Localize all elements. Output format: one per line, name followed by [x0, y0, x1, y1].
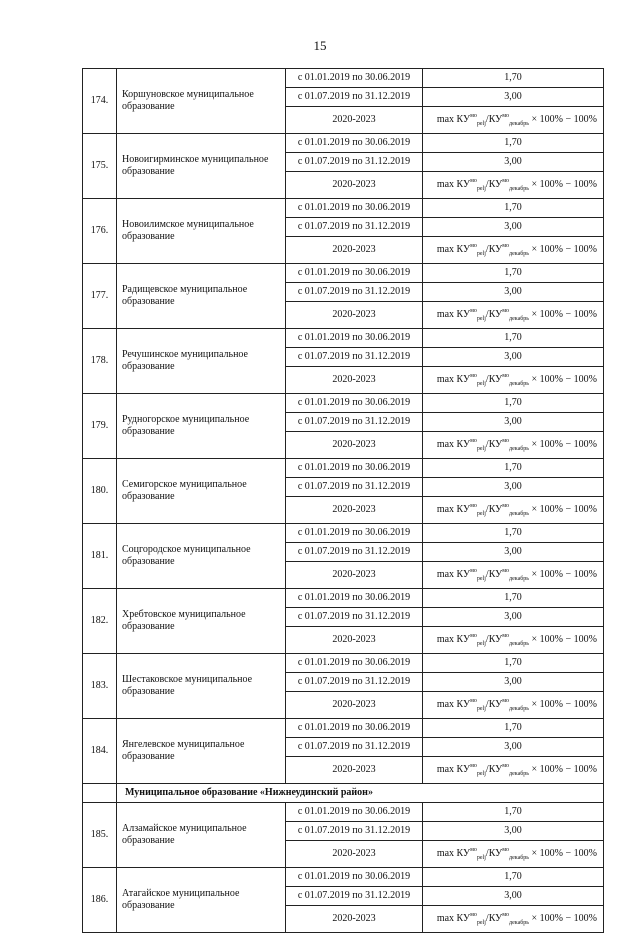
formula-prefix: max КУ [436, 699, 471, 710]
value-second-half: 3,00 [423, 478, 604, 497]
municipality-name: Хребтовское муниципальное образование [117, 589, 286, 654]
period-first-half: с 01.01.2019 по 30.06.2019 [286, 524, 423, 543]
formula-sup-2: мо [502, 373, 510, 379]
formula-sub-1: реlj [476, 121, 486, 127]
period-multi-year: 2020-2023 [286, 237, 423, 264]
formula-prefix: max КУ [436, 504, 471, 515]
value-second-half: 3,00 [423, 887, 604, 906]
table-row [83, 803, 604, 822]
formula-slash: /КУ [485, 439, 503, 450]
municipality-name: Новоилимское муниципальное образование [117, 199, 286, 264]
value-second-half: 3,00 [423, 738, 604, 757]
period-second-half: с 01.07.2019 по 31.12.2019 [286, 348, 423, 367]
formula-cell [423, 757, 604, 784]
formula-suffix: × 100% − 100% [529, 764, 597, 775]
value-second-half: 3,00 [423, 218, 604, 237]
formula-sup-1: мо [470, 243, 477, 249]
formula-sup-1: мо [470, 373, 477, 379]
formula-slash: /КУ [485, 848, 503, 859]
formula-cell [423, 692, 604, 719]
value-first-half: 1,70 [423, 803, 604, 822]
formula-slash: /КУ [485, 179, 503, 190]
value-second-half: 3,00 [423, 822, 604, 841]
formula-sup-2: мо [502, 113, 510, 119]
formula-sup-1: мо [470, 438, 477, 444]
formula-sup-1: мо [470, 912, 477, 918]
formula-sub-2: декабрь [509, 920, 530, 926]
row-number: 177. [83, 264, 117, 329]
formula-suffix: × 100% − 100% [529, 699, 597, 710]
formula-prefix: max КУ [436, 244, 471, 255]
formula-sub-2: декабрь [509, 186, 530, 192]
formula-sup-1: мо [470, 113, 477, 119]
value-first-half: 1,70 [423, 459, 604, 478]
formula-sub-2: декабрь [509, 446, 530, 452]
period-multi-year: 2020-2023 [286, 107, 423, 134]
period-second-half: с 01.07.2019 по 31.12.2019 [286, 478, 423, 497]
period-second-half: с 01.07.2019 по 31.12.2019 [286, 283, 423, 302]
formula-sup-2: мо [502, 308, 510, 314]
formula-suffix: × 100% − 100% [529, 569, 597, 580]
formula-suffix: × 100% − 100% [529, 374, 597, 385]
formula-sub-2: декабрь [509, 641, 530, 647]
formula-slash: /КУ [485, 244, 503, 255]
period-multi-year: 2020-2023 [286, 562, 423, 589]
formula-cell [423, 906, 604, 933]
formula-cell [423, 107, 604, 134]
row-number: 179. [83, 394, 117, 459]
formula-prefix: max КУ [436, 913, 471, 924]
municipality-name: Алзамайское муниципальное образование [117, 803, 286, 868]
formula-sub-2: декабрь [509, 771, 530, 777]
formula-prefix: max КУ [436, 569, 471, 580]
period-multi-year: 2020-2023 [286, 367, 423, 394]
formula-slash: /КУ [485, 913, 503, 924]
formula-suffix: × 100% − 100% [529, 913, 597, 924]
formula-cell [423, 237, 604, 264]
row-number: 180. [83, 459, 117, 524]
formula-sup-1: мо [470, 847, 477, 853]
formula-sub-2: декабрь [509, 576, 530, 582]
formula-sub-2: декабрь [509, 251, 530, 257]
formula-cell [423, 627, 604, 654]
formula-suffix: × 100% − 100% [529, 179, 597, 190]
section-num-cell [83, 784, 117, 803]
municipality-name: Семигорское муниципальное образование [117, 459, 286, 524]
formula-sup-1: мо [470, 308, 477, 314]
value-first-half: 1,70 [423, 868, 604, 887]
formula-prefix: max КУ [436, 309, 471, 320]
period-first-half: с 01.01.2019 по 30.06.2019 [286, 264, 423, 283]
period-multi-year: 2020-2023 [286, 302, 423, 329]
formula-slash: /КУ [485, 569, 503, 580]
value-first-half: 1,70 [423, 394, 604, 413]
period-first-half: с 01.01.2019 по 30.06.2019 [286, 803, 423, 822]
table-row [83, 654, 604, 673]
period-first-half: с 01.01.2019 по 30.06.2019 [286, 589, 423, 608]
formula-sup-1: мо [470, 698, 477, 704]
formula-cell [423, 432, 604, 459]
formula-cell [423, 841, 604, 868]
formula-prefix: max КУ [436, 114, 471, 125]
period-multi-year: 2020-2023 [286, 172, 423, 199]
value-second-half: 3,00 [423, 153, 604, 172]
value-second-half: 3,00 [423, 673, 604, 692]
row-number: 176. [83, 199, 117, 264]
formula-cell [423, 367, 604, 394]
formula-sub-1: реlj [476, 771, 486, 777]
formula-sup-1: мо [470, 178, 477, 184]
formula-sup-1: мо [470, 633, 477, 639]
period-second-half: с 01.07.2019 по 31.12.2019 [286, 887, 423, 906]
formula-suffix: × 100% − 100% [529, 309, 597, 320]
formula-sup-2: мо [502, 847, 510, 853]
formula-slash: /КУ [485, 634, 503, 645]
page-number: 15 [313, 38, 327, 53]
formula-sub-2: декабрь [509, 511, 530, 517]
row-number: 186. [83, 868, 117, 933]
value-first-half: 1,70 [423, 69, 604, 88]
period-second-half: с 01.07.2019 по 31.12.2019 [286, 413, 423, 432]
formula-sup-2: мо [502, 438, 510, 444]
period-first-half: с 01.01.2019 по 30.06.2019 [286, 69, 423, 88]
formula-slash: /КУ [485, 114, 503, 125]
formula-prefix: max КУ [436, 634, 471, 645]
formula-slash: /КУ [485, 504, 503, 515]
formula-sub-1: реlj [476, 706, 486, 712]
formula-suffix: × 100% − 100% [529, 439, 597, 450]
formula-cell [423, 497, 604, 524]
municipality-name: Радищевское муниципальное образование [117, 264, 286, 329]
formula-sub-2: декабрь [509, 316, 530, 322]
formula-sup-1: мо [470, 763, 477, 769]
period-second-half: с 01.07.2019 по 31.12.2019 [286, 88, 423, 107]
period-first-half: с 01.01.2019 по 30.06.2019 [286, 719, 423, 738]
formula-prefix: max КУ [436, 179, 471, 190]
formula-slash: /КУ [485, 309, 503, 320]
tariff-table-body [83, 69, 604, 933]
period-first-half: с 01.01.2019 по 30.06.2019 [286, 134, 423, 153]
row-number: 181. [83, 524, 117, 589]
value-second-half: 3,00 [423, 348, 604, 367]
municipality-name: Коршуновское муниципальное образование [117, 69, 286, 134]
formula-sub-2: декабрь [509, 381, 530, 387]
row-number: 175. [83, 134, 117, 199]
formula-cell [423, 172, 604, 199]
row-number: 178. [83, 329, 117, 394]
formula-sub-1: реlj [476, 446, 486, 452]
municipality-name: Речушинское муниципальное образование [117, 329, 286, 394]
period-multi-year: 2020-2023 [286, 841, 423, 868]
formula-sub-1: реlj [476, 511, 486, 517]
section-heading: Муниципальное образование «Нижнеудинский район» [117, 784, 604, 803]
table-row [83, 719, 604, 738]
formula-cell [423, 302, 604, 329]
formula-sup-2: мо [502, 178, 510, 184]
table-row [83, 329, 604, 348]
formula-suffix: × 100% − 100% [529, 114, 597, 125]
formula-cell [423, 562, 604, 589]
table-row [83, 459, 604, 478]
row-number: 183. [83, 654, 117, 719]
value-first-half: 1,70 [423, 719, 604, 738]
formula-sub-1: реlj [476, 316, 486, 322]
table-row [83, 134, 604, 153]
formula-sub-1: реlj [476, 186, 486, 192]
row-number: 185. [83, 803, 117, 868]
table-row [83, 199, 604, 218]
formula-prefix: max КУ [436, 764, 471, 775]
period-multi-year: 2020-2023 [286, 432, 423, 459]
formula-slash: /КУ [485, 699, 503, 710]
period-first-half: с 01.01.2019 по 30.06.2019 [286, 329, 423, 348]
value-first-half: 1,70 [423, 654, 604, 673]
period-second-half: с 01.07.2019 по 31.12.2019 [286, 543, 423, 562]
table-row [83, 589, 604, 608]
formula-sup-1: мо [470, 568, 477, 574]
period-second-half: с 01.07.2019 по 31.12.2019 [286, 218, 423, 237]
row-number: 174. [83, 69, 117, 134]
period-first-half: с 01.01.2019 по 30.06.2019 [286, 459, 423, 478]
municipality-name: Шестаковское муниципальное образование [117, 654, 286, 719]
formula-sub-2: декабрь [509, 706, 530, 712]
period-multi-year: 2020-2023 [286, 497, 423, 524]
formula-prefix: max КУ [436, 439, 471, 450]
table-row [83, 69, 604, 88]
formula-suffix: × 100% − 100% [529, 244, 597, 255]
municipality-name: Рудногорское муниципальное образование [117, 394, 286, 459]
tariff-table [82, 68, 604, 933]
formula-sup-2: мо [502, 243, 510, 249]
formula-prefix: max КУ [436, 374, 471, 385]
formula-sub-2: декабрь [509, 121, 530, 127]
value-first-half: 1,70 [423, 589, 604, 608]
value-first-half: 1,70 [423, 524, 604, 543]
section-row [83, 784, 604, 803]
value-second-half: 3,00 [423, 413, 604, 432]
formula-suffix: × 100% − 100% [529, 504, 597, 515]
formula-sup-2: мо [502, 503, 510, 509]
period-multi-year: 2020-2023 [286, 906, 423, 933]
formula-sup-2: мо [502, 633, 510, 639]
formula-sup-1: мо [470, 503, 477, 509]
period-first-half: с 01.01.2019 по 30.06.2019 [286, 868, 423, 887]
table-row [83, 868, 604, 887]
formula-slash: /КУ [485, 374, 503, 385]
formula-sub-1: реlj [476, 641, 486, 647]
formula-sub-1: реlj [476, 251, 486, 257]
row-number: 184. [83, 719, 117, 784]
table-row [83, 524, 604, 543]
municipality-name: Атагайское муниципальное образование [117, 868, 286, 933]
period-multi-year: 2020-2023 [286, 627, 423, 654]
table-row [83, 394, 604, 413]
formula-sub-2: декабрь [509, 855, 530, 861]
value-first-half: 1,70 [423, 199, 604, 218]
formula-sub-1: реlj [476, 381, 486, 387]
formula-sup-2: мо [502, 912, 510, 918]
value-second-half: 3,00 [423, 543, 604, 562]
formula-sup-2: мо [502, 698, 510, 704]
period-second-half: с 01.07.2019 по 31.12.2019 [286, 153, 423, 172]
formula-sup-2: мо [502, 763, 510, 769]
value-second-half: 3,00 [423, 283, 604, 302]
municipality-name: Соцгородское муниципальное образование [117, 524, 286, 589]
formula-sub-1: реlj [476, 855, 486, 861]
municipality-name: Новоигирминское муниципальное образование [117, 134, 286, 199]
period-multi-year: 2020-2023 [286, 692, 423, 719]
period-second-half: с 01.07.2019 по 31.12.2019 [286, 608, 423, 627]
value-first-half: 1,70 [423, 134, 604, 153]
period-first-half: с 01.01.2019 по 30.06.2019 [286, 394, 423, 413]
period-first-half: с 01.01.2019 по 30.06.2019 [286, 654, 423, 673]
formula-sub-1: реlj [476, 576, 486, 582]
period-first-half: с 01.01.2019 по 30.06.2019 [286, 199, 423, 218]
period-second-half: с 01.07.2019 по 31.12.2019 [286, 738, 423, 757]
formula-sup-2: мо [502, 568, 510, 574]
value-first-half: 1,70 [423, 264, 604, 283]
row-number: 182. [83, 589, 117, 654]
formula-suffix: × 100% − 100% [529, 848, 597, 859]
formula-prefix: max КУ [436, 848, 471, 859]
table-row [83, 264, 604, 283]
period-second-half: с 01.07.2019 по 31.12.2019 [286, 673, 423, 692]
period-second-half: с 01.07.2019 по 31.12.2019 [286, 822, 423, 841]
period-multi-year: 2020-2023 [286, 757, 423, 784]
municipality-name: Янгелевское муниципальное образование [117, 719, 286, 784]
formula-suffix: × 100% − 100% [529, 634, 597, 645]
formula-sub-1: реlj [476, 920, 486, 926]
value-second-half: 3,00 [423, 608, 604, 627]
formula-slash: /КУ [485, 764, 503, 775]
value-first-half: 1,70 [423, 329, 604, 348]
value-second-half: 3,00 [423, 88, 604, 107]
